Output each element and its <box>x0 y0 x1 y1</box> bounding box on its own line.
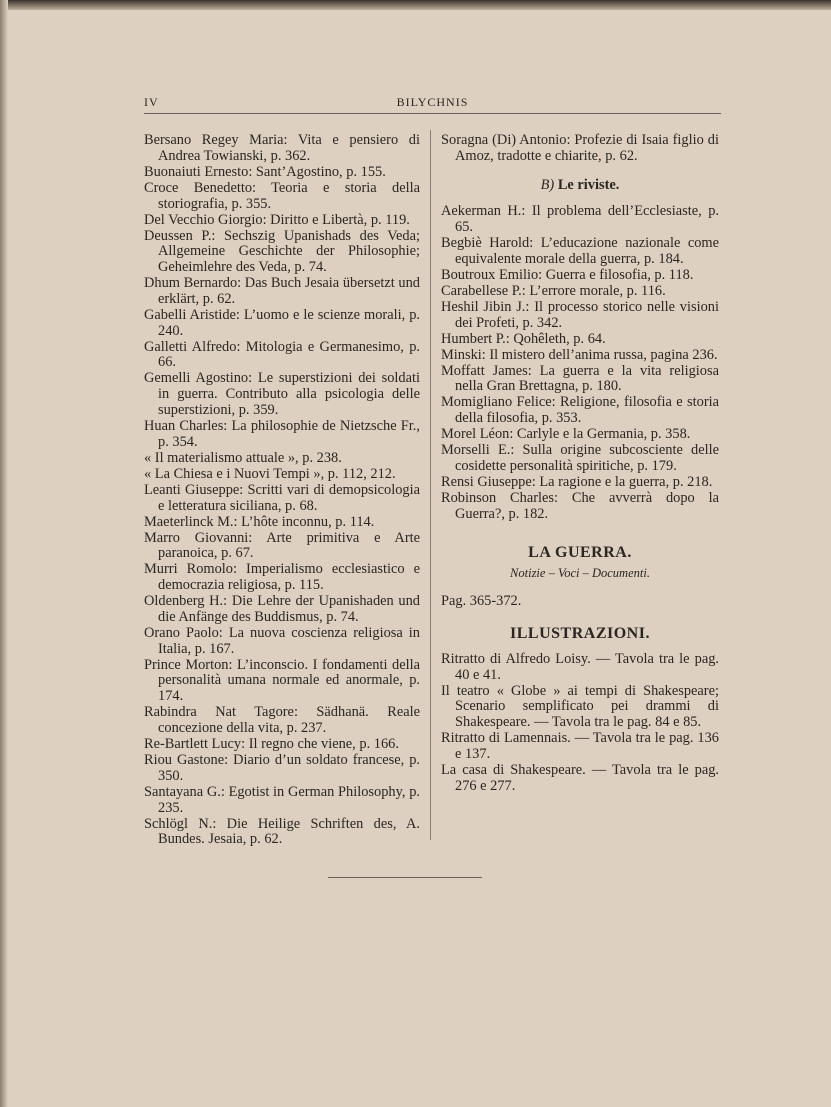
list-item: Ritratto di Lamennais. — Tavola tra le pag. 136 e 137. <box>441 730 719 762</box>
list-item: Carabellese P.: L’errore morale, p. 116. <box>441 282 666 299</box>
list-item: Minski: Il mistero dell’anima russa, pagina 236. <box>441 346 718 363</box>
closing-rule <box>328 877 482 878</box>
list-item: Humbert P.: Qohêleth, p. 64. <box>441 330 606 347</box>
page-left-edge <box>0 0 8 1107</box>
list-item: Santayana G.: Egotist in German Philosophy, p. 235. <box>144 783 420 816</box>
list-item: Gabelli Aristide: L’uomo e le scienze morali, p. 240. <box>144 306 420 339</box>
list-item: Orano Paolo: La nuova coscienza religiosa in Italia, p. 167. <box>144 624 420 657</box>
list-item: Dhum Bernardo: Das Buch Jesaia übersetzt und erklärt, p. 62. <box>144 275 420 307</box>
list-item: Il teatro « Globe » ai tempi di Shakespeare; Scenario semplificato pei drammi di Shakespeare. — Tavola tra le pag. 84 e 85. <box>441 682 719 731</box>
page-top-edge <box>0 0 831 10</box>
list-item: Gemelli Agostino: Le superstizioni dei soldati in guerra. Contributo alla psicologia delle superstizioni, p. 359. <box>144 370 420 419</box>
list-item: Aekerman H.: Il problema dell’Ecclesiaste, p. 65. <box>441 203 719 236</box>
list-item: Deussen P.: Sechszig Upanishads des Veda; Allgemeine Geschichte der Philosophie; Geheimlehre des Veda, p. 74. <box>144 227 420 276</box>
list-item: Del Vecchio Giorgio: Diritto e Libertà, p. 119. <box>144 211 410 228</box>
column-divider <box>430 130 431 840</box>
list-item: Moffatt James: La guerra e la vita religiosa nella Gran Brettagna, p. 180. <box>441 362 719 395</box>
list-item: Buonaiuti Ernesto: Sant’Agostino, p. 155. <box>144 163 386 180</box>
page-header <box>144 95 721 111</box>
list-item: Boutroux Emilio: Guerra e filosofia, p. 118. <box>441 266 694 283</box>
riviste-label: B) <box>540 176 555 193</box>
page-number: IV <box>144 95 159 109</box>
list-item: « La Chiesa e i Nuovi Tempi », p. 112, 212. <box>144 465 396 482</box>
header-rule <box>144 113 721 114</box>
list-item: Oldenberg H.: Die Lehre der Upanishaden und die Anfänge des Buddismus, p. 74. <box>144 593 420 625</box>
list-item: Heshil Jibin J.: Il processo storico nelle visioni dei Profeti, p. 342. <box>441 298 719 331</box>
list-item: Maeterlinck M.: L’hôte inconnu, p. 114. <box>144 513 375 530</box>
list-item: Ritratto di Alfredo Loisy. — Tavola tra le pag. 40 e 41. <box>441 650 719 683</box>
list-item: Galletti Alfredo: Mitologia e Germanesimo, p. 66. <box>144 338 420 371</box>
illustrazioni-title: ILLUSTRAZIONI. <box>510 624 650 642</box>
list-item: Huan Charles: La philosophie de Nietzsche Fr., p. 354. <box>144 418 420 450</box>
running-title: BILYCHNIS <box>396 95 469 109</box>
list-item: Prince Morton: L’inconscio. I fondamenti della personalità umana normale ed anormale, p. 174. <box>144 656 420 705</box>
list-item: Soragna (Di) Antonio: Profezie di Isaia figlio di Amoz, tradotte e chiarite, p. 62. <box>441 132 719 164</box>
list-item: Momigliano Felice: Religione, filosofia e storia della filosofia, p. 353. <box>441 394 719 427</box>
guerra-title: LA GUERRA. <box>528 543 632 561</box>
list-item: Rensi Giuseppe: La ragione e la guerra, p. 218. <box>441 474 713 490</box>
list-item: Murri Romolo: Imperialismo ecclesiastico e democrazia religiosa, p. 115. <box>144 561 420 594</box>
list-item: Rabindra Nat Tagore: Sädhanä. Reale concezione della vita, p. 237. <box>144 704 420 737</box>
list-item: Marro Giovanni: Arte primitiva e Arte paranoica, p. 67. <box>144 529 420 562</box>
list-item: Begbiè Harold: L’educazione nazionale come equivalente morale della guerra, p. 184. <box>441 235 719 267</box>
list-item: « Il materialismo attuale », p. 238. <box>144 449 342 466</box>
riviste-title: Le riviste. <box>557 176 620 193</box>
list-item: Re-Bartlett Lucy: Il regno che viene, p. 166. <box>144 736 399 753</box>
list-item: Leanti Giuseppe: Scritti vari di demopsicologia e letteratura siciliana, p. 68. <box>144 481 420 514</box>
guerra-subtitle: Notizie – Voci – Documenti. <box>510 566 650 581</box>
section-heading-riviste <box>441 178 719 194</box>
list-item: Schlögl N.: Die Heilige Schriften des, A. Bundes. Jesaia, p. 62. <box>144 815 420 848</box>
list-item: Morel Léon: Carlyle e la Germania, p. 358. <box>441 426 691 443</box>
right-column <box>441 133 719 795</box>
list-item: La casa di Shakespeare. — Tavola tra le pag. 276 e 277. <box>441 761 719 794</box>
list-item: Morselli E.: Sulla origine subcosciente delle cosidette personalità spiritiche, p. 179. <box>441 442 719 475</box>
left-column <box>144 133 420 848</box>
list-item: Croce Benedetto: Teoria e storia della storiografia, p. 355. <box>144 179 420 212</box>
guerra-pages: Pag. 365-372. <box>441 593 522 610</box>
list-item: Bersano Regey Maria: Vita e pensiero di Andrea Towianski, p. 362. <box>144 132 420 164</box>
list-item: Riou Gastone: Diario d’un soldato francese, p. 350. <box>144 752 420 784</box>
list-item: Robinson Charles: Che avverrà dopo la Guerra?, p. 182. <box>441 489 719 522</box>
